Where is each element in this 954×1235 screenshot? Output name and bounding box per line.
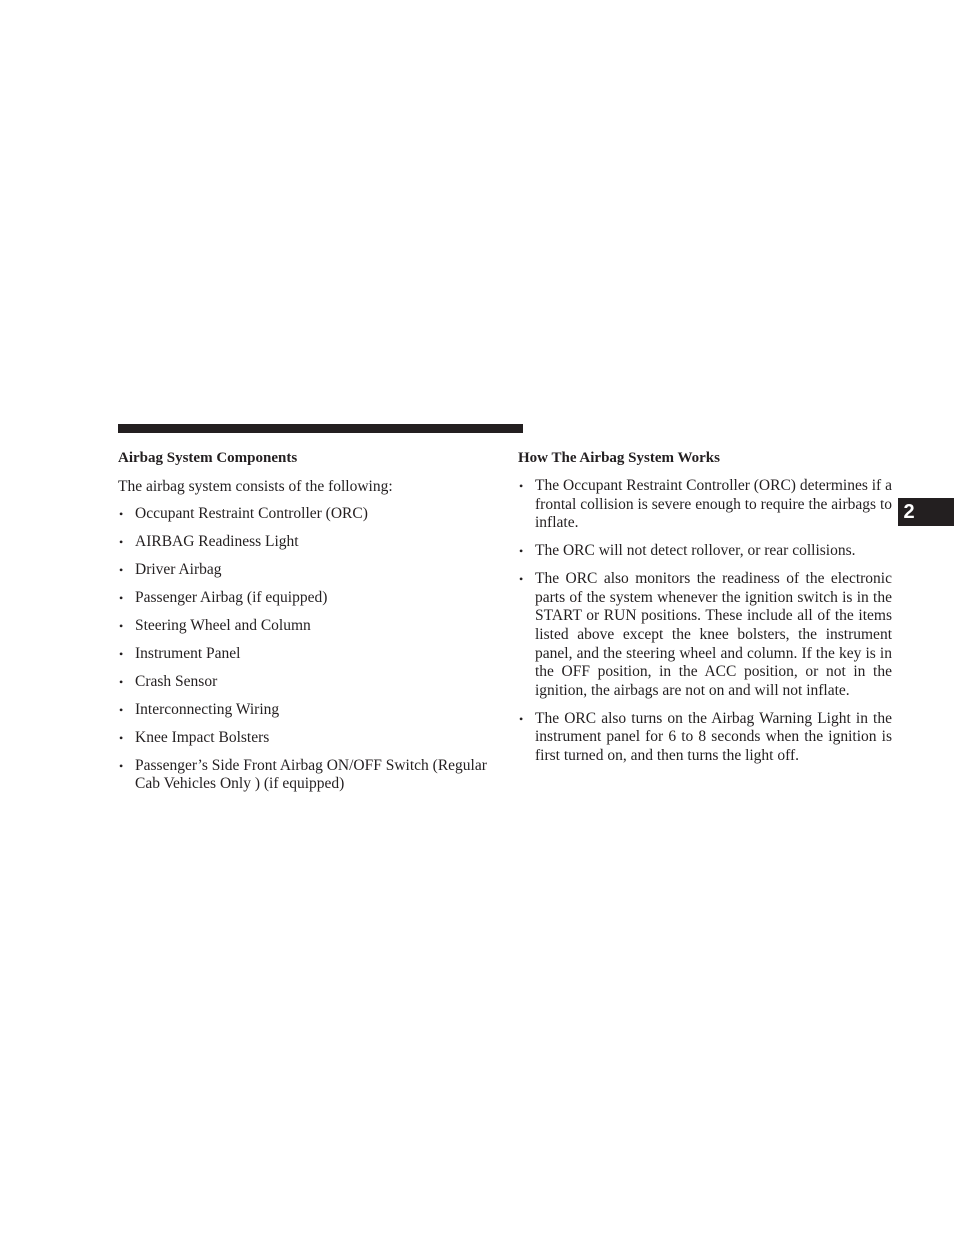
list-item: • Steering Wheel and Column <box>119 616 311 634</box>
bullet-icon: • <box>119 618 124 633</box>
airbag-works-list <box>518 477 892 765</box>
bullet-icon: • <box>119 730 124 745</box>
bullet-icon: • <box>519 572 524 587</box>
bullet-icon: • <box>519 544 524 559</box>
chapter-tab <box>898 498 954 526</box>
bullet-icon: • <box>119 702 124 717</box>
right-column <box>518 449 892 775</box>
list-item: • AIRBAG Readiness Light <box>119 532 299 550</box>
airbag-components-intro: The airbag system consists of the following: <box>118 478 393 495</box>
bullet-icon: • <box>519 711 524 726</box>
bullet-icon: • <box>119 534 124 549</box>
list-item: • The ORC also monitors the readiness of the electronic parts of the system whenever the ignition switch is in the START or RUN positions. These include all of the items listed above except the knee bolsters, the instrument panel, and the steering wheel and column. If the key is in the OFF position, in the ACC position, or not in the ignition, the airbags are not on and will not inflate. <box>519 570 892 699</box>
list-item: • Crash Sensor <box>119 672 218 690</box>
list-item: • Interconnecting Wiring <box>119 700 280 718</box>
section-top-rule <box>118 424 523 433</box>
bullet-icon: • <box>519 479 524 493</box>
left-column <box>118 449 496 803</box>
bullet-icon: • <box>119 590 124 605</box>
list-item: • The Occupant Restraint Controller (ORC) determines if a frontal collision is severe enough to require the airbags to inflate. <box>519 477 892 532</box>
airbag-components-list <box>118 505 496 794</box>
chapter-number: 2 <box>903 501 915 523</box>
list-item: • Knee Impact Bolsters <box>119 728 270 746</box>
list-item: • Occupant Restraint Controller (ORC) <box>119 505 368 522</box>
bullet-icon: • <box>119 674 124 689</box>
list-item: • The ORC also turns on the Airbag Warning Light in the instrument panel for 6 to 8 seconds when the ignition is first turned on, and then turns the light off. <box>519 709 892 764</box>
list-item: • The ORC will not detect rollover, or rear collisions. <box>519 542 856 560</box>
bullet-icon: • <box>119 507 124 521</box>
bullet-icon: • <box>119 758 124 773</box>
bullet-icon: • <box>119 646 124 661</box>
list-item: • Passenger’s Side Front Airbag ON/OFF Switch (Regular Cab Vehicles Only ) (if equipped) <box>119 756 487 793</box>
list-item: • Instrument Panel <box>119 644 241 662</box>
bullet-icon: • <box>119 562 124 577</box>
airbag-works-heading: How The Airbag System Works <box>518 450 720 466</box>
airbag-components-heading: Airbag System Components <box>118 450 298 466</box>
list-item: • Driver Airbag <box>119 560 222 578</box>
list-item: • Passenger Airbag (if equipped) <box>119 588 328 606</box>
